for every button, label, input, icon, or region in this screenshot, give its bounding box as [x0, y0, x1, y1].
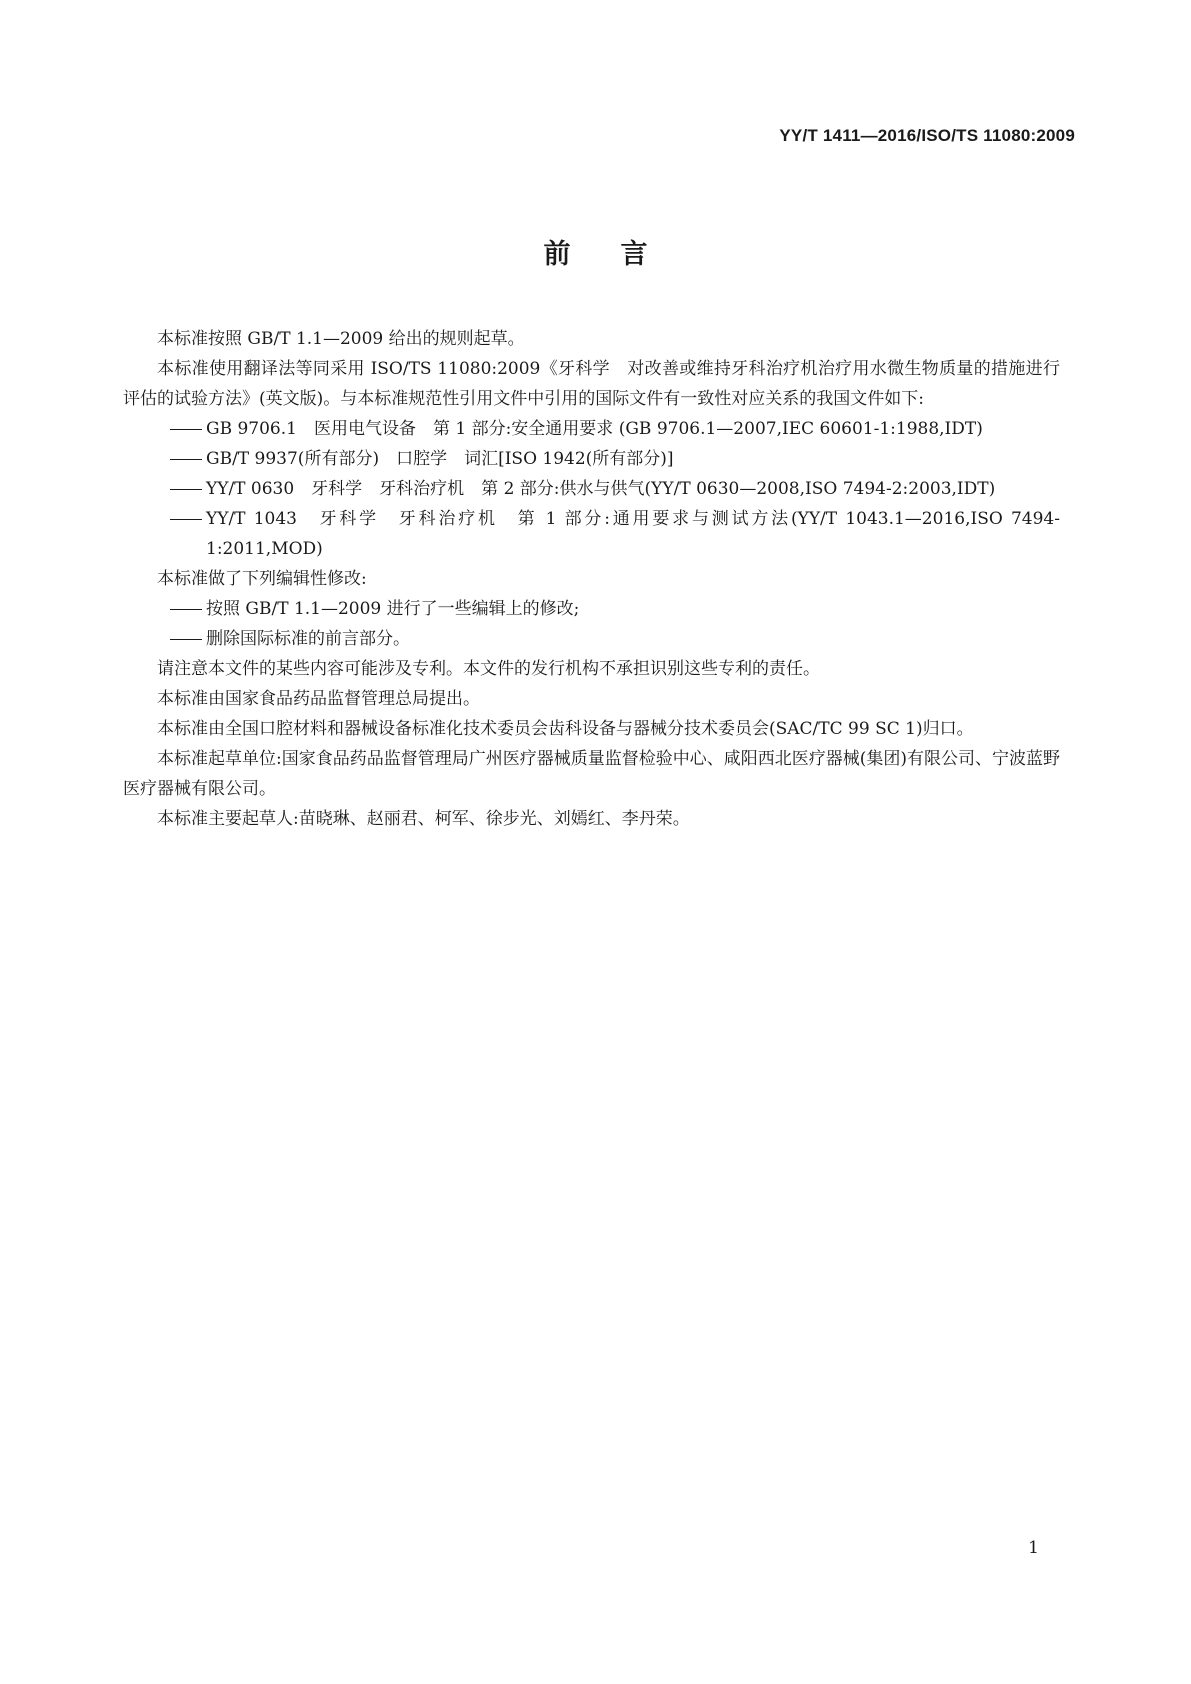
dash-marker — [170, 444, 206, 474]
reference-item — [123, 414, 1060, 444]
reference-text: GB 9706.1 医用电气设备 第 1 部分:安全通用要求 (GB 9706.1—2007,IEC 60601-1:1988,IDT) — [206, 419, 983, 439]
standard-code-header: YY/T 1411—2016/ISO/TS 11080:2009 — [779, 126, 1075, 145]
foreword-body — [123, 324, 1060, 834]
reference-text: GB/T 9937(所有部分) 口腔学 词汇[ISO 1942(所有部分)] — [206, 449, 674, 469]
paragraph-edit-intro: 本标准做了下列编辑性修改: — [157, 569, 367, 589]
reference-item — [123, 444, 1060, 474]
paragraph-drafting-rules: 本标准按照 GB/T 1.1—2009 给出的规则起草。 — [157, 329, 525, 349]
dash-marker — [170, 624, 206, 654]
paragraph-drafters: 本标准主要起草人:苗晓琳、赵丽君、柯军、徐步光、刘嫣红、李丹荣。 — [157, 809, 690, 829]
reference-item — [123, 504, 1060, 564]
edit-item — [123, 594, 1060, 624]
dash-marker — [170, 474, 206, 504]
reference-item — [123, 474, 1060, 504]
edit-text: 删除国际标准的前言部分。 — [206, 629, 410, 649]
page-title: 前言 — [543, 239, 698, 270]
paragraph-technical-committee: 本标准由全国口腔材料和器械设备标准化技术委员会齿科设备与器械分技术委员会(SAC/TC 99 SC 1)归口。 — [157, 719, 974, 739]
paragraph-drafting-units: 本标准起草单位:国家食品药品监督管理局广州医疗器械质量监督检验中心、咸阳西北医疗器械(集团)有限公司、宁波蓝野医疗器械有限公司。 — [123, 749, 1060, 799]
dash-marker — [170, 504, 206, 534]
dash-marker — [170, 414, 206, 444]
reference-text: YY/T 1043 牙科学 牙科治疗机 第 1 部分:通用要求与测试方法(YY/T 1043.1—2016,ISO 7494-1:2011,MOD) — [206, 509, 1060, 559]
reference-text: YY/T 0630 牙科学 牙科治疗机 第 2 部分:供水与供气(YY/T 0630—2008,ISO 7494-2:2003,IDT) — [206, 479, 996, 499]
paragraph-adoption: 本标准使用翻译法等同采用 ISO/TS 11080:2009《牙科学 对改善或维持牙科治疗机治疗用水微生物质量的措施进行评估的试验方法》(英文版)。与本标准规范性引用文件中引用的国际文件有一致性对应关系的我国文件如下: — [123, 359, 1060, 409]
page-number: 1 — [1028, 1538, 1039, 1558]
paragraph-patent-notice: 请注意本文件的某些内容可能涉及专利。本文件的发行机构不承担识别这些专利的责任。 — [157, 659, 820, 679]
paragraph-proposer: 本标准由国家食品药品监督管理总局提出。 — [157, 689, 480, 709]
edit-item — [123, 624, 1060, 654]
edit-text: 按照 GB/T 1.1—2009 进行了一些编辑上的修改; — [206, 599, 580, 619]
dash-marker — [170, 594, 206, 624]
